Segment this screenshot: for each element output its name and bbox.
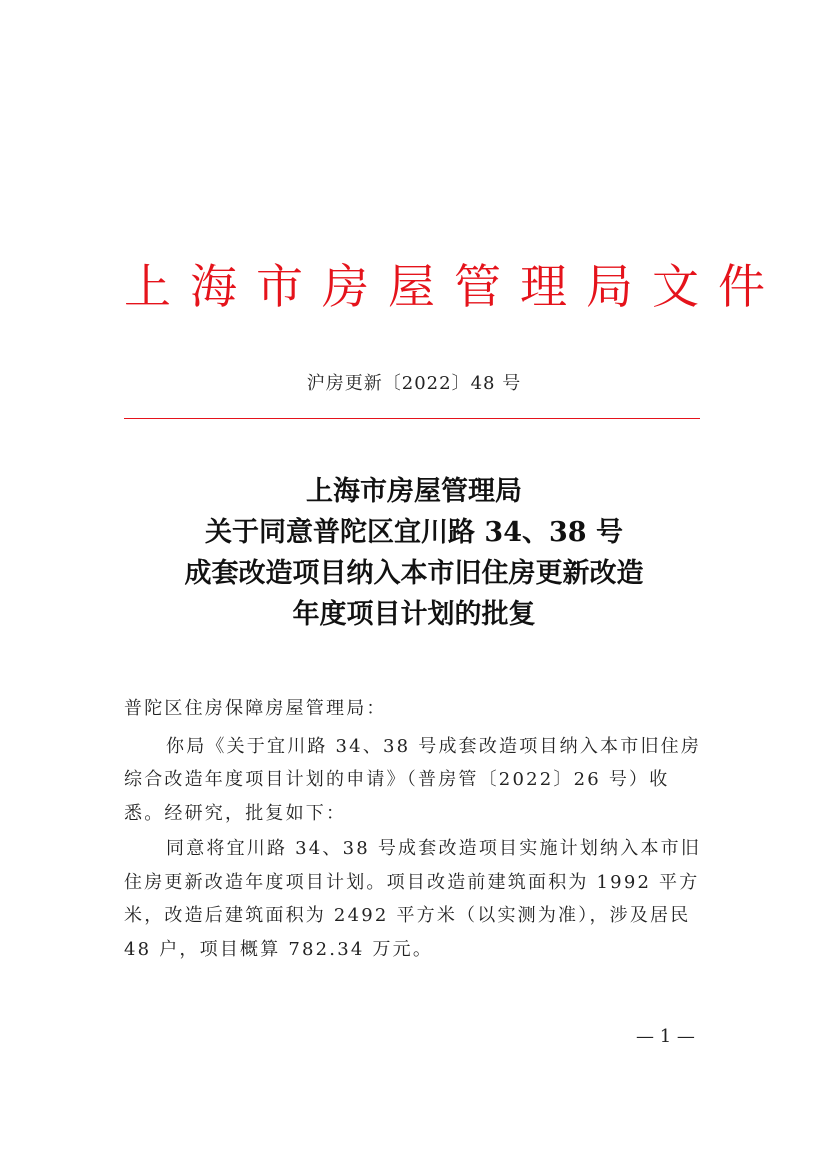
title-line-1: 上海市房屋管理局 [306, 476, 522, 507]
salutation: 普陀区住房保障房屋管理局： [124, 698, 387, 719]
title-line-3: 成套改造项目纳入本市旧住房更新改造 [184, 558, 644, 589]
body-paragraph-1: 你局《关于宜川路 34、38 号成套改造项目纳入本市旧住房综合改造年度项目计划的申请》（普房管〔2022〕26 号）收悉。经研究，批复如下： [124, 735, 702, 824]
title-line-2: 关于同意普陀区宜川路 34、38 号 [205, 517, 623, 548]
document-body [124, 692, 708, 966]
issuer-header-title: 上海市房屋管理局文件 [124, 260, 784, 315]
red-divider-line [124, 418, 700, 419]
title-line-4: 年度项目计划的批复 [292, 599, 536, 630]
body-paragraph-2: 同意将宜川路 34、38 号成套改造项目实施计划纳入本市旧住房更新改造年度项目计划。项目改造前建筑面积为 1992 平方米，改造后建筑面积为 2492 平方米（以实测为准），涉及居民 48 户，项目概算 782.34 万元。 [124, 838, 702, 960]
page-number: — 1 — [636, 1026, 695, 1047]
document-number: 沪房更新〔2022〕48 号 [306, 373, 522, 394]
document-title [0, 471, 828, 635]
